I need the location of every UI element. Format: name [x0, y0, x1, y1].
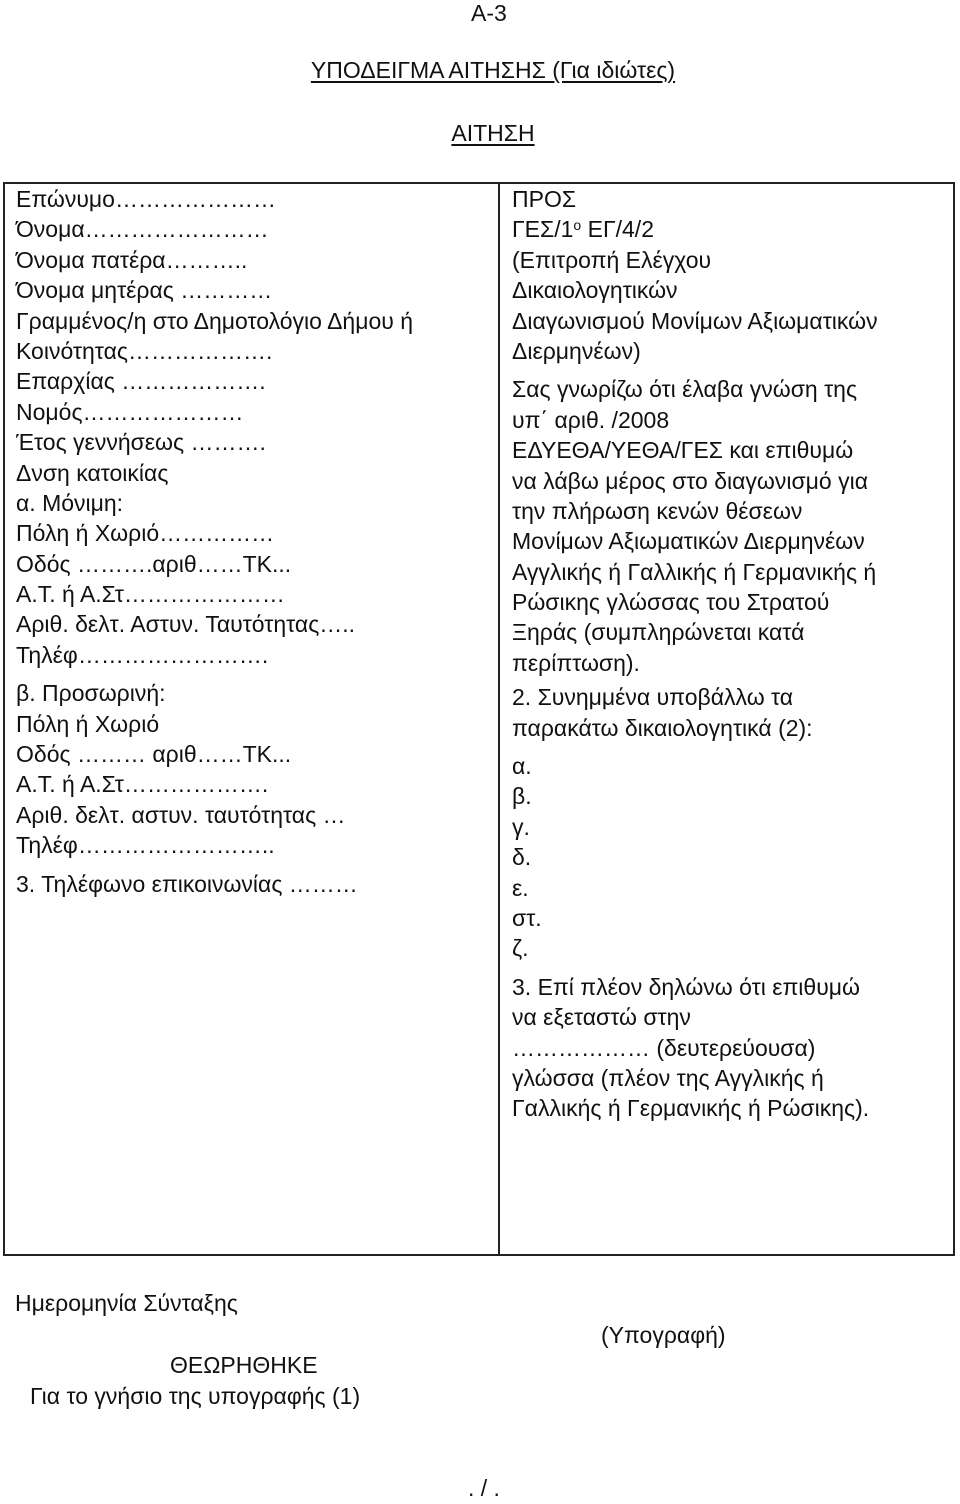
prefecture-field[interactable]: Νομός…………………: [16, 398, 244, 425]
permanent-phone-field[interactable]: Τηλέφ…………………….: [16, 641, 269, 668]
permanent-residence-label: α. Μόνιμη:: [16, 489, 124, 516]
signature-authenticity-label: Για το γνήσιο της υπογραφής (1): [30, 1383, 361, 1409]
permanent-id-field[interactable]: Α.Τ. ή Α.Στ…………………: [16, 581, 285, 608]
committee-line: Διερμηνέων): [512, 337, 641, 364]
attachment-item-a[interactable]: α.: [512, 753, 532, 780]
extra-language-line: Γαλλικής ή Γερμανικής ή Ρώσικης).: [512, 1095, 870, 1122]
application-heading-text: ΑΙΤΗΣΗ: [451, 120, 535, 146]
document-title: [0, 57, 960, 84]
application-heading: [0, 120, 960, 147]
attachment-item-b[interactable]: β.: [512, 783, 532, 810]
request-text-line: περίπτωση).: [512, 649, 640, 676]
certified-label: ΘΕΩΡΗΘΗΚΕ: [170, 1352, 318, 1378]
date-of-drafting-label: Ημερομηνία Σύνταξης: [15, 1290, 238, 1316]
page-continuation-mark: . / .: [468, 1475, 500, 1501]
permanent-id-card-field[interactable]: Αριθ. δελτ. Αστυν. Ταυτότητας…..: [16, 611, 356, 638]
request-column: [512, 184, 878, 1124]
birth-year-field[interactable]: Έτος γεννήσεως ……….: [16, 429, 266, 456]
community-field[interactable]: Κοινότητας……………….: [16, 337, 273, 364]
attachment-item-e[interactable]: ε.: [512, 874, 529, 901]
attachments-label: παρακάτω δικαιολογητικά (2):: [512, 714, 813, 741]
request-text-line: ΕΔΥΕΘΑ/ΥΕΘΑ/ΓΕΣ και επιθυμώ: [512, 437, 854, 464]
request-text-line: Μονίμων Αξιωματικών Διερμηνέων: [512, 528, 865, 555]
request-text-line: να λάβω μέρος στο διαγωνισμό για: [512, 467, 869, 494]
temporary-id-field[interactable]: Α.Τ. ή Α.Στ……………….: [16, 771, 269, 798]
permanent-city-field[interactable]: Πόλη ή Χωριό……………: [16, 520, 275, 547]
temporary-id-card-field[interactable]: Αριθ. δελτ. αστυν. ταυτότητας …: [16, 801, 346, 828]
recipient-suffix: ΕΓ/4/2: [581, 216, 654, 243]
request-text-line: Ξηράς (συμπληρώνεται κατά: [512, 619, 805, 646]
recipient-directorate: [512, 214, 878, 244]
recipient-prefix: ΓΕΣ/1: [512, 216, 574, 243]
temporary-phone-field[interactable]: Τηλέφ……………………..: [16, 832, 275, 859]
page-code: Α-3: [471, 0, 507, 26]
column-divider: [498, 184, 500, 1254]
secondary-language-field[interactable]: ……………… (δευτερεύουσα): [512, 1034, 816, 1061]
to-label: ΠΡΟΣ: [512, 186, 577, 212]
extra-language-line: 3. Επί πλέον δηλώνω ότι επιθυμώ: [512, 973, 860, 1000]
request-text-line: Σας γνωρίζω ότι έλαβα γνώση της: [512, 376, 858, 403]
applicant-details-column: [16, 184, 413, 899]
permanent-street-field[interactable]: Οδός ……….αριθ……TK...: [16, 550, 292, 577]
attachment-item-c[interactable]: γ.: [512, 813, 530, 840]
committee-line: Δικαιολογητικών: [512, 277, 678, 304]
document-title-text: ΥΠΟΔΕΙΓΜΑ ΑΙΤΗΣΗΣ (Για ιδιώτες): [310, 57, 676, 83]
committee-line: Διαγωνισμού Μονίμων Αξιωματικών: [512, 307, 878, 334]
residence-label: Δνση κατοικίας: [16, 459, 169, 486]
registry-label: Γραμμένος/η στο Δημοτολόγιο Δήμου ή: [16, 307, 414, 334]
extra-language-line: να εξεταστώ στην: [512, 1004, 691, 1031]
contact-phone-field[interactable]: 3. Τηλέφωνο επικοινωνίας ………: [16, 870, 358, 897]
request-text-line: Ρώσικης γλώσσας του Στρατού: [512, 589, 830, 616]
request-text-line: την πλήρωση κενών θέσεων: [512, 497, 803, 524]
signature-label: (Υπογραφή): [601, 1322, 726, 1348]
attachments-label: 2. Συνημμένα υποβάλλω τα: [512, 684, 794, 711]
request-text-line: Αγγλικής ή Γαλλικής ή Γερμανικής ή: [512, 558, 877, 585]
temporary-city-field[interactable]: Πόλη ή Χωριό: [16, 710, 160, 737]
request-text-line: υπ΄ αριθ. /2008: [512, 406, 670, 433]
committee-line: (Επιτροπή Ελέγχου: [512, 246, 712, 273]
temporary-street-field[interactable]: Οδός ……… αριθ……TK...: [16, 741, 292, 768]
province-field[interactable]: Επαρχίας ……………….: [16, 368, 266, 395]
attachment-item-d[interactable]: δ.: [512, 844, 532, 871]
mother-name-field[interactable]: Όνομα μητέρας …………: [16, 277, 273, 304]
attachment-item-f[interactable]: στ.: [512, 904, 542, 931]
temporary-residence-label: β. Προσωρινή:: [16, 680, 166, 707]
first-name-field[interactable]: Όνομα……………………: [16, 216, 269, 243]
application-form-table: [3, 182, 955, 1256]
extra-language-line: γλώσσα (πλέον της Αγγλικής ή: [512, 1064, 824, 1091]
father-name-field[interactable]: Όνομα πατέρα………..: [16, 246, 248, 273]
recipient-ordinal: ο: [573, 217, 582, 234]
attachment-item-g[interactable]: ζ.: [512, 935, 529, 962]
surname-field[interactable]: Επώνυμο…………………: [16, 186, 276, 212]
